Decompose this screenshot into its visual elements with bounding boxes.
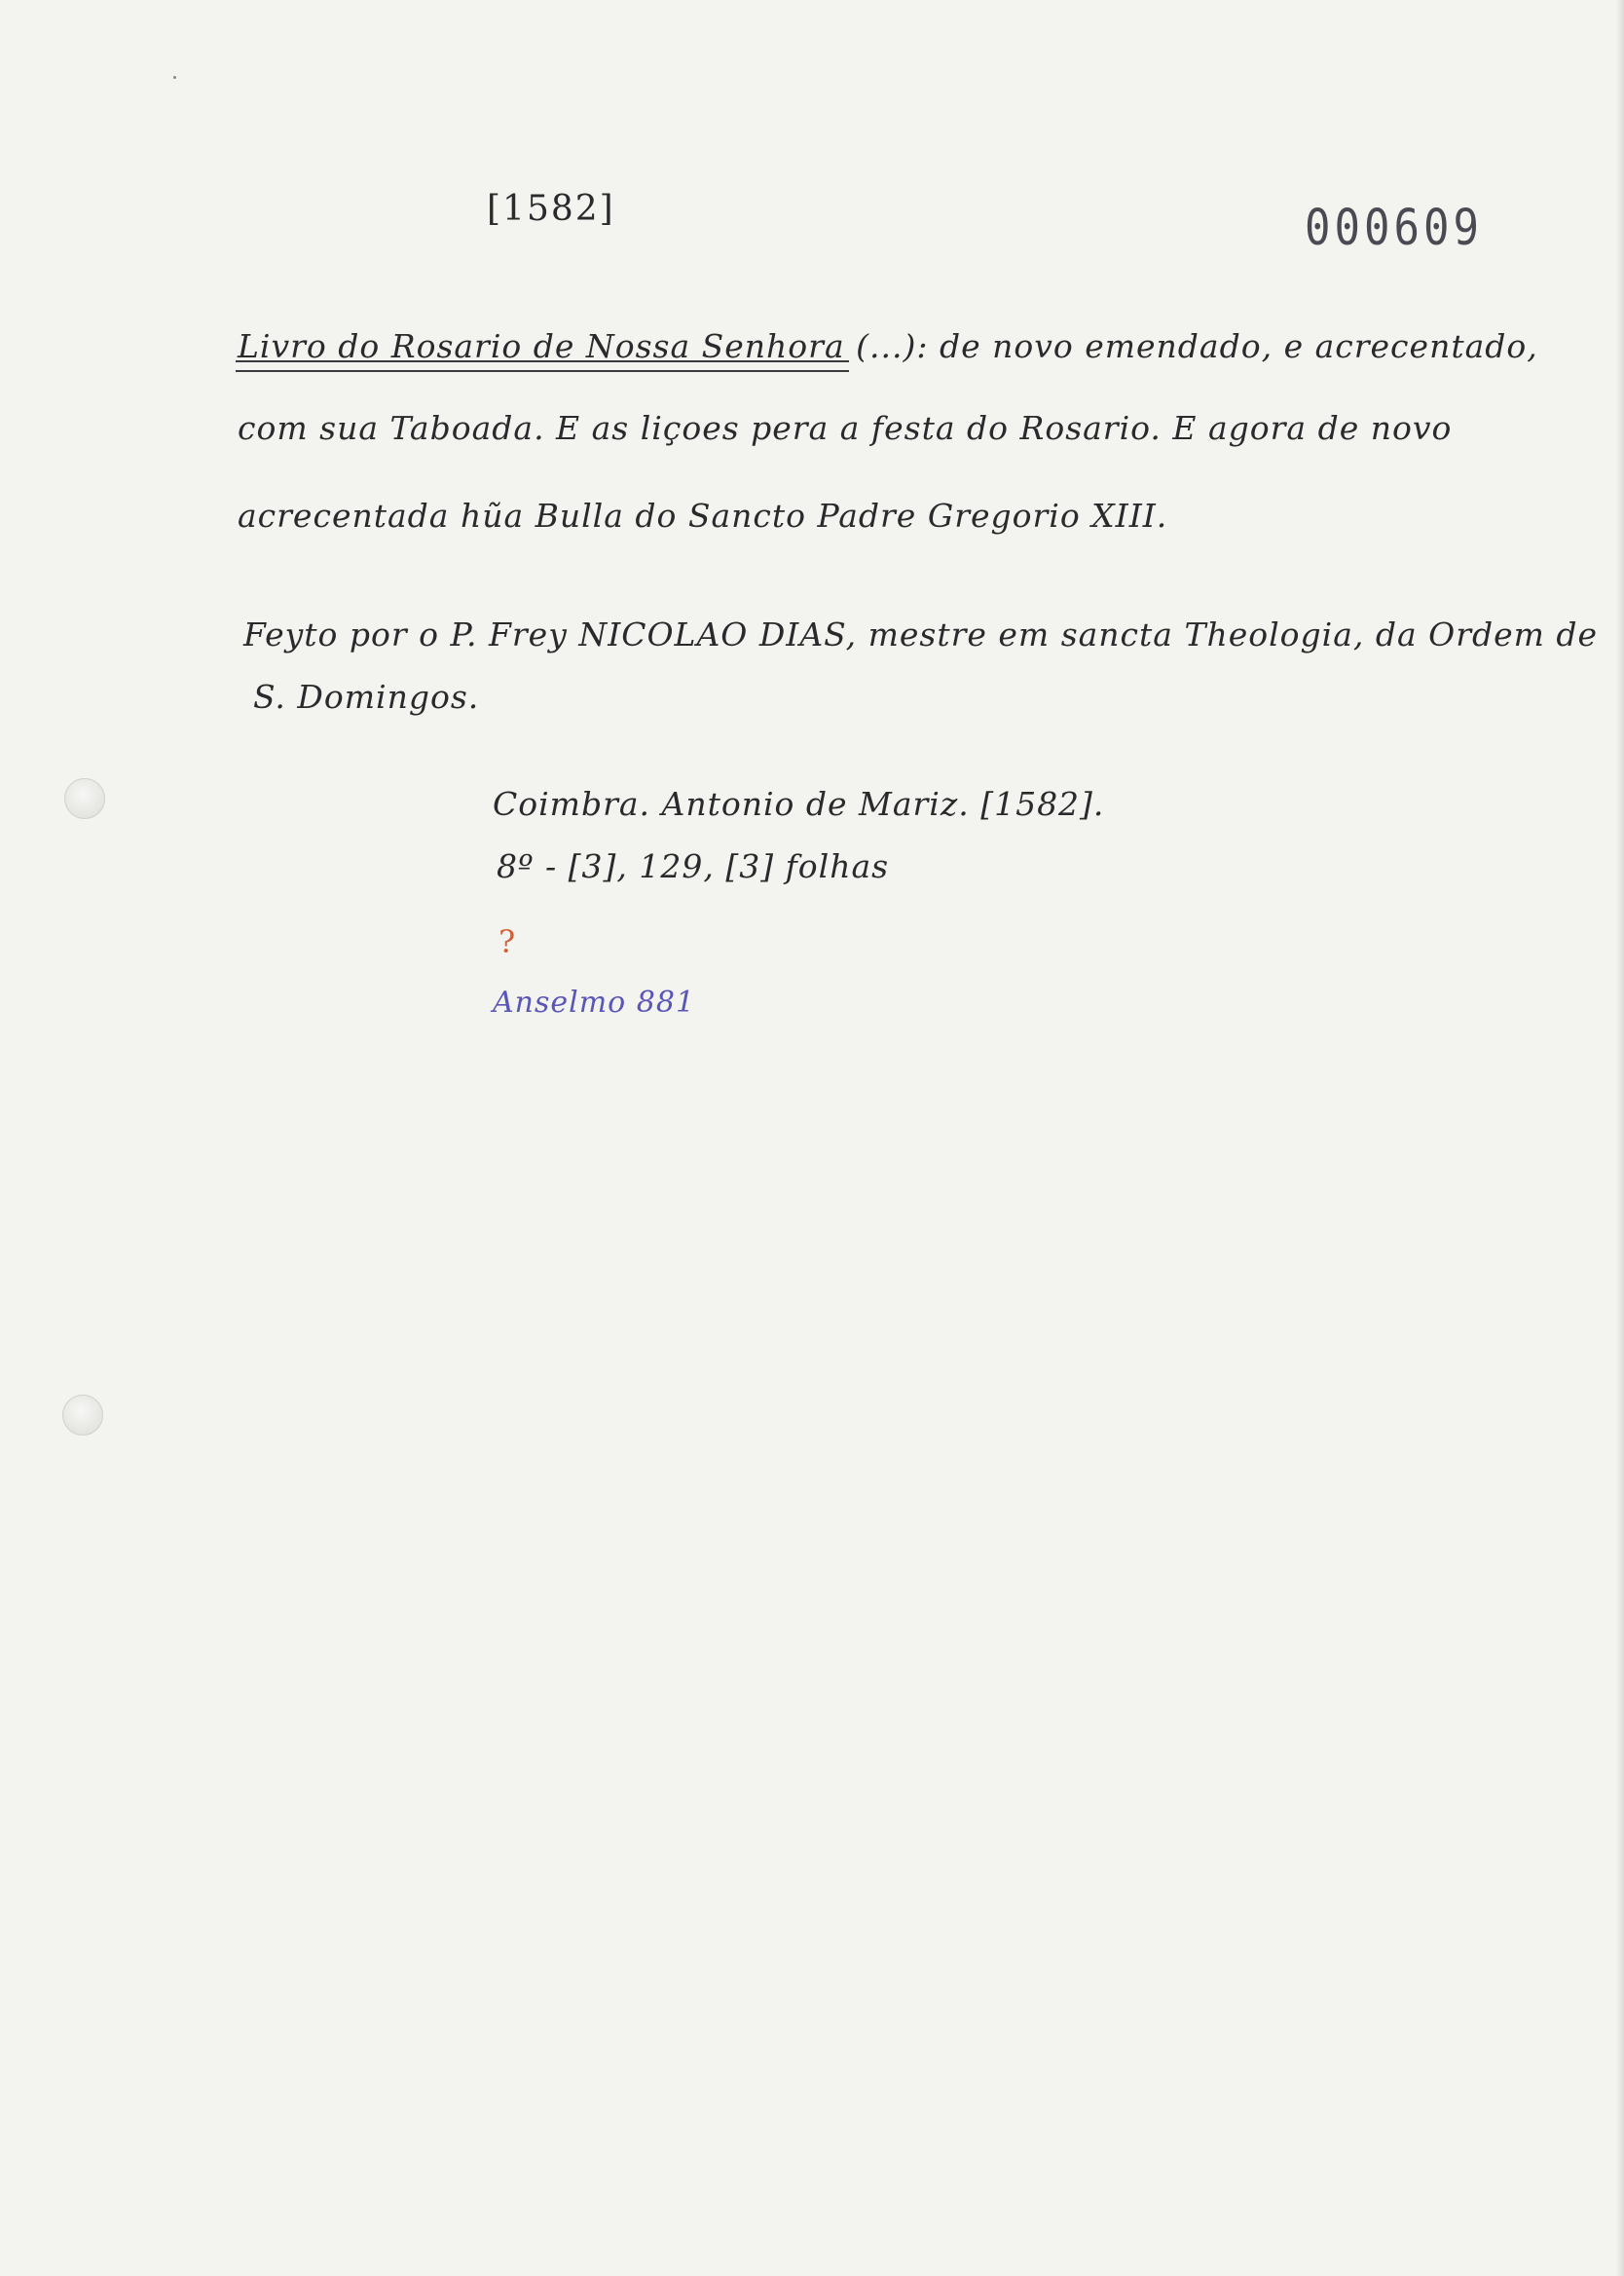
query-mark: ? xyxy=(498,923,517,960)
punch-hole-top xyxy=(64,778,105,819)
imprint-line: Coimbra. Antonio de Mariz. [1582]. xyxy=(493,785,1105,823)
reference-note: Anselmo 881 xyxy=(493,986,696,1020)
author-line-2: S. Domingos. xyxy=(253,678,480,716)
title-line xyxy=(238,327,1538,365)
title-rest: (...): de novo emendado, e acrecentado, xyxy=(844,327,1538,365)
author-line-1: Feyto por o P. Frey NICOLAO DIAS, mestre em sancta Theologia, da Ordem de xyxy=(243,616,1599,653)
paper-edge xyxy=(1616,0,1624,2276)
collation-line: 8º - [3], 129, [3] folhas xyxy=(497,847,890,885)
description-line-3: acrecentada hũa Bulla do Sancto Padre Gregorio XIII. xyxy=(238,497,1168,535)
paper-speck xyxy=(173,76,176,79)
catalog-number-stamp: 000609 xyxy=(1305,200,1483,257)
year-bracket: [1582] xyxy=(487,189,615,229)
description-line-2: com sua Taboada. E as liçoes pera a festa do Rosario. E agora de novo xyxy=(238,409,1453,447)
punch-hole-bottom xyxy=(62,1395,103,1436)
title-underlined: Livro do Rosario de Nossa Senhora xyxy=(238,327,845,365)
